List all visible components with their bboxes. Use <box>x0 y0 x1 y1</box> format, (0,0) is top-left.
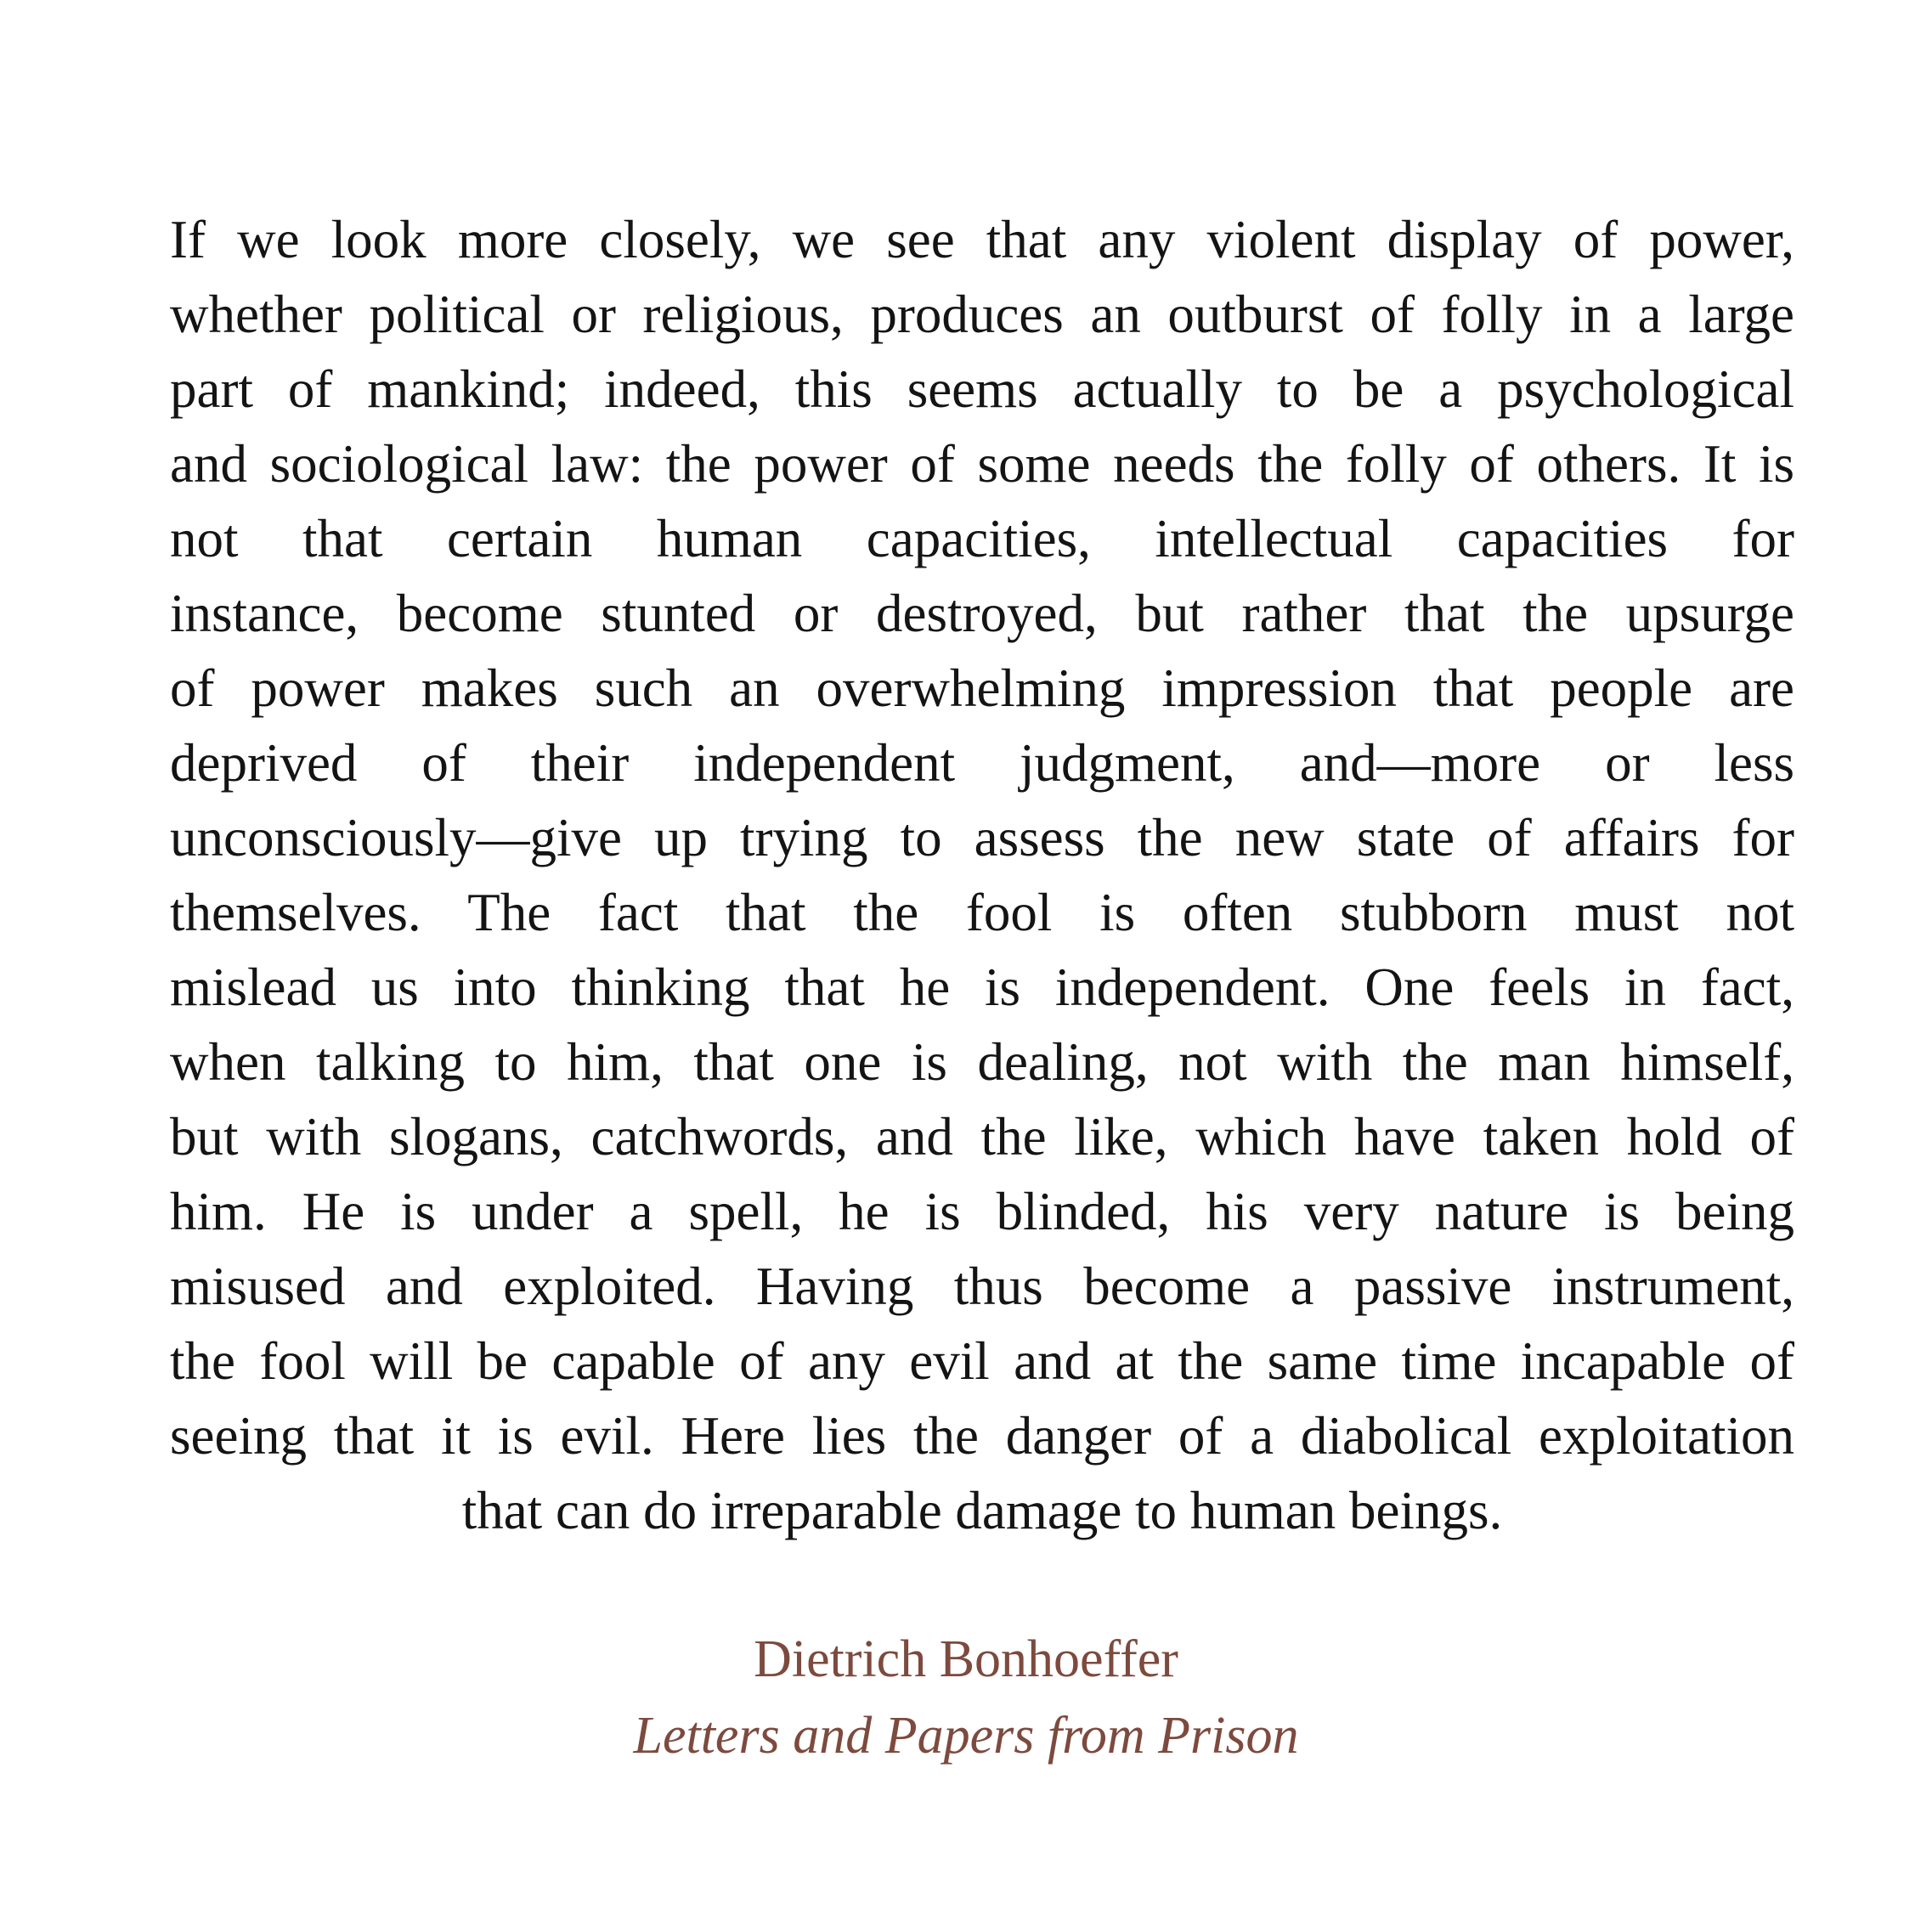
quote-line: of power makes such an overwhelming impression that people are <box>170 658 1794 718</box>
source-title: Letters and Papers from Prison <box>633 1707 1299 1765</box>
quote-line: but with slogans, catchwords, and the like, which have taken hold of <box>170 1107 1794 1167</box>
quote-line: seeing that it is evil. Here lies the danger of a diabolical exploitation <box>170 1406 1794 1466</box>
quote-line: misused and exploited. Having thus become a passive instrument, <box>170 1257 1794 1316</box>
quote-line: not that certain human capacities, intellectual capacities for <box>170 509 1794 568</box>
quote-line: If we look more closely, we see that any violent display of power, <box>170 210 1794 269</box>
quote-line: when talking to him, that one is dealing, not with the man himself, <box>170 1032 1794 1092</box>
quote-line: and sociological law: the power of some needs the folly of others. It is <box>170 434 1794 494</box>
quote-line: the fool will be capable of any evil and at the same time incapable of <box>170 1331 1794 1391</box>
quote-line: instance, become stunted or destroyed, but rather that the upsurge <box>170 584 1794 643</box>
quote-line: unconsciously—give up trying to assess the new state of affairs for <box>170 808 1794 867</box>
quote-line: mislead us into thinking that he is independent. One feels in fact, <box>170 958 1794 1017</box>
quote-line: deprived of their independent judgment, and—more or less <box>170 733 1794 793</box>
quote-block <box>170 202 1794 1548</box>
quote-line-last: that can do irreparable damage to human beings. <box>461 1481 1503 1540</box>
quote-line: whether political or religious, produces an outburst of folly in a large <box>170 285 1794 344</box>
quote-line: him. He is under a spell, he is blinded, his very nature is being <box>170 1182 1794 1241</box>
quote-line: part of mankind; indeed, this seems actually to be a psychological <box>170 359 1794 419</box>
author-name: Dietrich Bonhoeffer <box>754 1630 1178 1688</box>
quote-line: themselves. The fact that the fool is often stubborn must not <box>170 883 1794 942</box>
